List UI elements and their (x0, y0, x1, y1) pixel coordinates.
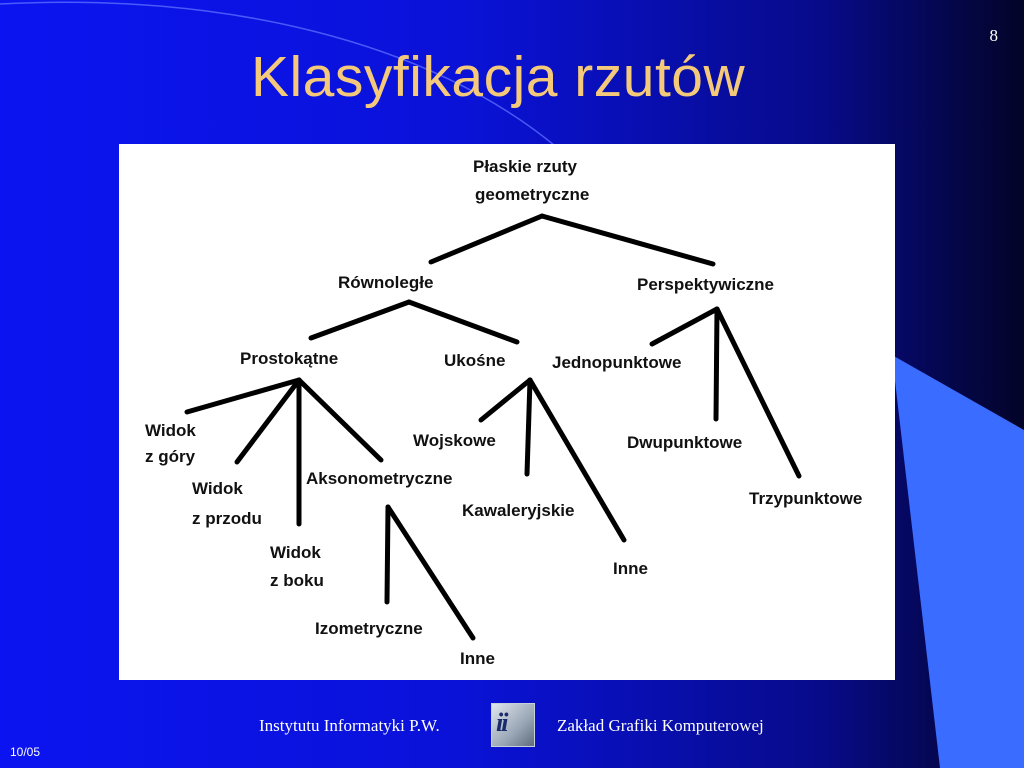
projection-tree-diagram (119, 144, 895, 680)
node-widok-gory-line1: Widok (145, 421, 196, 440)
edge-persp-jedno (652, 309, 717, 344)
edge-prost-widok-przodu (237, 380, 299, 462)
node-ukosne: Ukośne (444, 351, 506, 370)
node-widok-przodu-line1: Widok (192, 479, 243, 498)
edge-rownolegle-prostokatne (311, 302, 409, 338)
edge-persp-dwu (716, 309, 717, 419)
node-dwupunktowe: Dwupunktowe (627, 433, 743, 452)
node-kawaleryjskie: Kawaleryjskie (462, 501, 575, 520)
node-widok-gory-line2: z góry (145, 447, 196, 466)
node-rownolegle: Równoległe (338, 273, 434, 292)
edge-akso-izometryczne (387, 507, 388, 602)
edge-rownolegle-ukosne (409, 302, 517, 342)
institute-logo-icon (491, 703, 535, 747)
slide-title: Klasyfikacja rzutów (251, 45, 746, 109)
edge-prost-widok-gory (187, 380, 299, 412)
slide-date: 10/05 (10, 745, 41, 759)
node-prostokatne: Prostokątne (240, 349, 339, 368)
node-root-line2: geometryczne (475, 185, 590, 204)
node-widok-boku-line2: z boku (270, 571, 324, 590)
edge-root-perspektywiczne (542, 216, 713, 264)
tree-svg (119, 144, 895, 680)
footer-institute-text: Instytutu Informatyki P.W. (259, 716, 440, 735)
logo-text: ii (496, 708, 507, 737)
node-inne-ukosne: Inne (613, 559, 648, 578)
footer-department-text: Zakład Grafiki Komputerowej (557, 716, 764, 735)
edge-ukosne-kawaleryjskie (527, 380, 530, 474)
node-widok-przodu-line2: z przodu (192, 509, 262, 528)
edge-ukosne-wojskowe (481, 380, 530, 420)
node-widok-boku-line1: Widok (270, 543, 321, 562)
node-izometryczne: Izometryczne (315, 619, 423, 638)
node-inne-akso: Inne (460, 649, 495, 668)
node-aksonometryczne: Aksonometryczne (306, 469, 453, 488)
node-root-line1: Płaskie rzuty (473, 157, 577, 176)
slide-number: 8 (989, 26, 998, 45)
edge-prost-akso (299, 380, 381, 460)
node-wojskowe: Wojskowe (413, 431, 496, 450)
edge-root-rownolegle (431, 216, 542, 262)
node-jednopunktowe: Jednopunktowe (552, 353, 682, 372)
node-perspektywiczne: Perspektywiczne (637, 275, 775, 294)
node-trzypunktowe: Trzypunktowe (749, 489, 863, 508)
